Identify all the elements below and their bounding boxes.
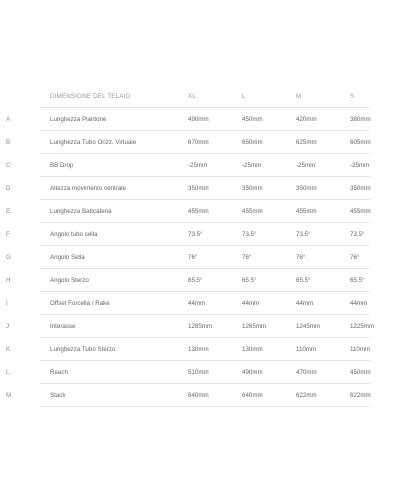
table-row-e bbox=[0, 201, 400, 223]
row-label: BB Drop bbox=[50, 162, 74, 169]
cell-l: 650mm bbox=[242, 139, 263, 146]
cell-s: 65.5° bbox=[350, 277, 365, 284]
cell-m: 420mm bbox=[296, 116, 317, 123]
cell-xl: 510mm bbox=[188, 369, 209, 376]
table-row-a bbox=[0, 109, 400, 131]
header-size-s: S bbox=[350, 93, 355, 100]
row-key: B bbox=[6, 139, 11, 146]
header-size-l: L bbox=[242, 93, 246, 100]
cell-l: 130mm bbox=[242, 346, 263, 353]
row-divider bbox=[40, 130, 370, 131]
cell-l: 76° bbox=[242, 254, 252, 261]
cell-m: 44mm bbox=[296, 300, 314, 307]
table-row-j bbox=[0, 316, 400, 338]
cell-m: 455mm bbox=[296, 208, 317, 215]
table-row-f bbox=[0, 224, 400, 246]
cell-m: 470mm bbox=[296, 369, 317, 376]
cell-s: 110mm bbox=[350, 346, 371, 353]
row-label: Lunghezza Piantone bbox=[50, 116, 107, 123]
cell-xl: 130mm bbox=[188, 346, 209, 353]
cell-s: 350mm bbox=[350, 185, 371, 192]
table-row-i bbox=[0, 293, 400, 315]
cell-xl: 455mm bbox=[188, 208, 209, 215]
cell-s: 450mm bbox=[350, 369, 371, 376]
row-label: Lunghezza Tubo Sterzo bbox=[50, 346, 116, 353]
row-divider bbox=[40, 337, 370, 338]
cell-l: 490mm bbox=[242, 369, 263, 376]
row-divider bbox=[40, 176, 370, 177]
cell-m: -25mm bbox=[296, 162, 316, 169]
row-key: H bbox=[6, 277, 11, 284]
row-divider bbox=[40, 383, 370, 384]
row-label: Altezza movimento centrale bbox=[50, 185, 127, 192]
row-key: G bbox=[6, 254, 11, 261]
cell-l: 350mm bbox=[242, 185, 263, 192]
row-label: Reach bbox=[50, 369, 68, 376]
cell-xl: 76° bbox=[188, 254, 198, 261]
cell-xl: 350mm bbox=[188, 185, 209, 192]
row-key: I bbox=[6, 300, 8, 307]
table-row-k bbox=[0, 339, 400, 361]
row-divider bbox=[40, 314, 370, 315]
cell-l: 73.5° bbox=[242, 231, 257, 238]
cell-m: 76° bbox=[296, 254, 306, 261]
cell-xl: 490mm bbox=[188, 116, 209, 123]
header-label: DIMENSIONE DEL TELAIO bbox=[50, 93, 131, 100]
row-label: Lunghezza Tubo Orizz. Virtuale bbox=[50, 139, 137, 146]
row-divider bbox=[40, 222, 370, 223]
cell-xl: 1285mm bbox=[188, 323, 213, 330]
row-divider bbox=[40, 199, 370, 200]
table-row-m bbox=[0, 385, 400, 407]
row-key: M bbox=[6, 392, 12, 399]
row-key: K bbox=[6, 346, 11, 353]
row-divider bbox=[40, 153, 370, 154]
row-key: L bbox=[6, 369, 10, 376]
header-size-xl: XL bbox=[188, 93, 196, 100]
cell-l: 44mm bbox=[242, 300, 260, 307]
row-label: Lunghezza Battcatena bbox=[50, 208, 112, 215]
table-row-b bbox=[0, 132, 400, 154]
row-label: Angolo Sella bbox=[50, 254, 85, 261]
row-label: Stack bbox=[50, 392, 66, 399]
row-label: Angolo Sterzo bbox=[50, 277, 89, 284]
cell-xl: 44mm bbox=[188, 300, 206, 307]
cell-m: 65.5° bbox=[296, 277, 311, 284]
cell-l: 455mm bbox=[242, 208, 263, 215]
cell-s: -25mm bbox=[350, 162, 370, 169]
row-divider bbox=[40, 291, 370, 292]
cell-s: 44mm bbox=[350, 300, 368, 307]
row-key: J bbox=[6, 323, 10, 330]
row-key: E bbox=[6, 208, 11, 215]
cell-xl: 670mm bbox=[188, 139, 209, 146]
row-label: Offset Forcella / Rake bbox=[50, 300, 110, 307]
row-label: Angolo tubo sella bbox=[50, 231, 98, 238]
row-label: Interasse bbox=[50, 323, 76, 330]
cell-s: 380mm bbox=[350, 116, 371, 123]
cell-s: 73.5° bbox=[350, 231, 365, 238]
cell-l: 65.5° bbox=[242, 277, 257, 284]
row-key: C bbox=[6, 162, 11, 169]
table-row-c bbox=[0, 155, 400, 177]
cell-s: 605mm bbox=[350, 139, 371, 146]
cell-xl: 65.5° bbox=[188, 277, 203, 284]
cell-s: 76° bbox=[350, 254, 360, 261]
cell-m: 110mm bbox=[296, 346, 317, 353]
cell-l: 1265mm bbox=[242, 323, 267, 330]
cell-m: 73.5° bbox=[296, 231, 311, 238]
cell-m: 622mm bbox=[296, 392, 317, 399]
cell-s: 1225mm bbox=[350, 323, 375, 330]
row-divider bbox=[40, 107, 370, 108]
row-divider bbox=[40, 245, 370, 246]
cell-l: 640mm bbox=[242, 392, 263, 399]
row-key: A bbox=[6, 116, 11, 123]
cell-m: 625mm bbox=[296, 139, 317, 146]
cell-xl: 640mm bbox=[188, 392, 209, 399]
cell-m: 350mm bbox=[296, 185, 317, 192]
cell-m: 1245mm bbox=[296, 323, 321, 330]
cell-l: -25mm bbox=[242, 162, 262, 169]
table-row-g bbox=[0, 247, 400, 269]
row-key: F bbox=[6, 231, 10, 238]
header-size-m: M bbox=[296, 93, 302, 100]
table-row-d bbox=[0, 178, 400, 200]
cell-xl: 73.5° bbox=[188, 231, 203, 238]
cell-s: 455mm bbox=[350, 208, 371, 215]
cell-xl: -25mm bbox=[188, 162, 208, 169]
row-divider bbox=[40, 268, 370, 269]
table-header bbox=[0, 86, 400, 108]
table-row-h bbox=[0, 270, 400, 292]
row-divider bbox=[40, 360, 370, 361]
table-row-l bbox=[0, 362, 400, 384]
cell-l: 450mm bbox=[242, 116, 263, 123]
cell-s: 622mm bbox=[350, 392, 371, 399]
row-key: D bbox=[6, 185, 11, 192]
row-divider bbox=[40, 406, 370, 407]
